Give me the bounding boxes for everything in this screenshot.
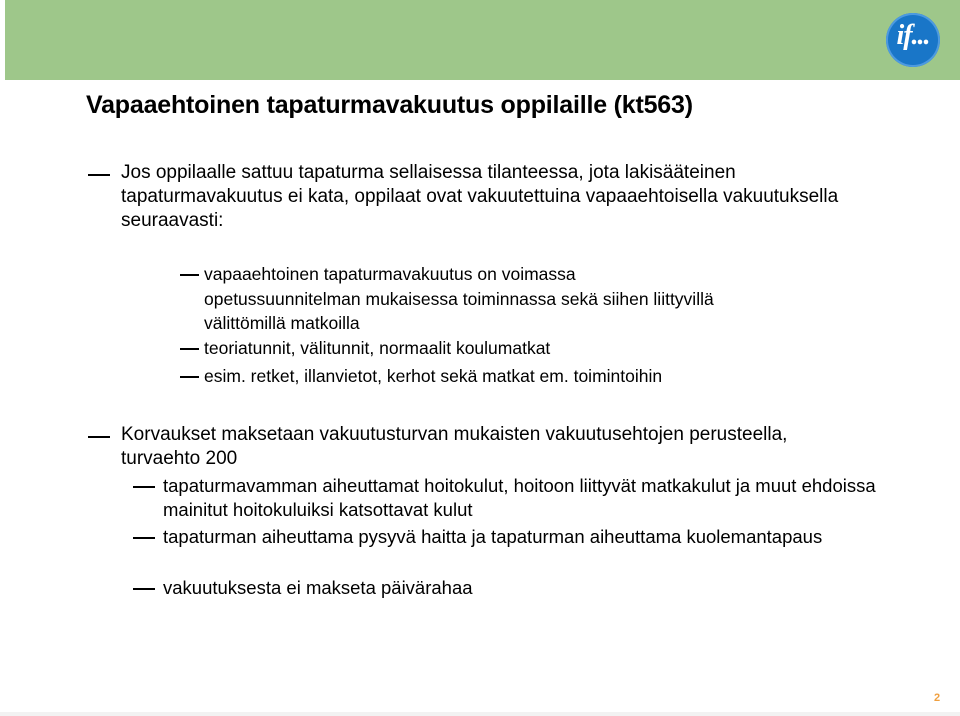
sub-bullet-text: tapaturman aiheuttama pysyvä haitta ja tapaturman aiheuttama kuolemantapaus	[163, 526, 823, 547]
sub-bullet-1-1	[180, 262, 920, 336]
bullet-2	[88, 423, 908, 471]
sub-bullet-dash	[133, 486, 155, 488]
slide-title: Vapaaehtoinen tapaturmavakuutus oppilaille (kt563)	[86, 91, 693, 119]
page-number: 2	[934, 692, 941, 704]
bullet-dash	[88, 436, 110, 438]
sub-bullet-2-3	[133, 576, 933, 602]
sub-bullet-dash	[180, 376, 199, 378]
bullet-dash	[88, 174, 110, 176]
sub-bullet-dash	[180, 274, 199, 276]
sub-bullet-text: teoriatunnit, välitunnit, normaalit koulumatkat	[204, 338, 551, 358]
if-logo-icon	[886, 13, 940, 67]
sub-bullet-dash	[133, 588, 155, 590]
sub-bullet-2-2	[133, 525, 933, 573]
sub-bullet-text: esim. retket, illanvietot, kerhot sekä matkat em. toimintoihin	[204, 366, 663, 386]
footer-divider	[0, 712, 960, 716]
sub-bullet-text: vakuutuksesta ei makseta päivärahaa	[163, 577, 473, 598]
sub-bullet-text: vapaaehtoinen tapaturmavakuutus on voimassa opetussuunnitelman mukaisessa toiminnassa sekä siihen liittyvillä välittömillä matkoilla	[204, 264, 714, 333]
sub-bullet-1-3	[180, 364, 920, 390]
header-band	[5, 0, 960, 80]
sub-bullet-dash	[133, 537, 155, 539]
sub-bullet-dash	[180, 348, 199, 350]
logo-text: if...	[896, 20, 930, 51]
bullet-text: Jos oppilaalle sattuu tapaturma sellaisessa tilanteessa, jota lakisääteinen tapaturmavakuutus ei kata, oppilaat ovat vakuutettuina vapaaehtoisella vakuutuksella seuraavasti:	[121, 162, 839, 231]
bullet-text: Korvaukset maksetaan vakuutusturvan mukaisten vakuutusehtojen perusteella, turvaehto 200	[121, 424, 788, 469]
sub-bullet-text: tapaturmavamman aiheuttamat hoitokulut, hoitoon liittyvät matkakulut ja muut ehdoissa mainitut hoitokuluiksi katsottavat kulut	[163, 475, 876, 520]
sub-bullet-2-1	[133, 474, 933, 522]
sub-bullet-1-2	[180, 336, 920, 362]
bullet-1	[88, 161, 908, 233]
